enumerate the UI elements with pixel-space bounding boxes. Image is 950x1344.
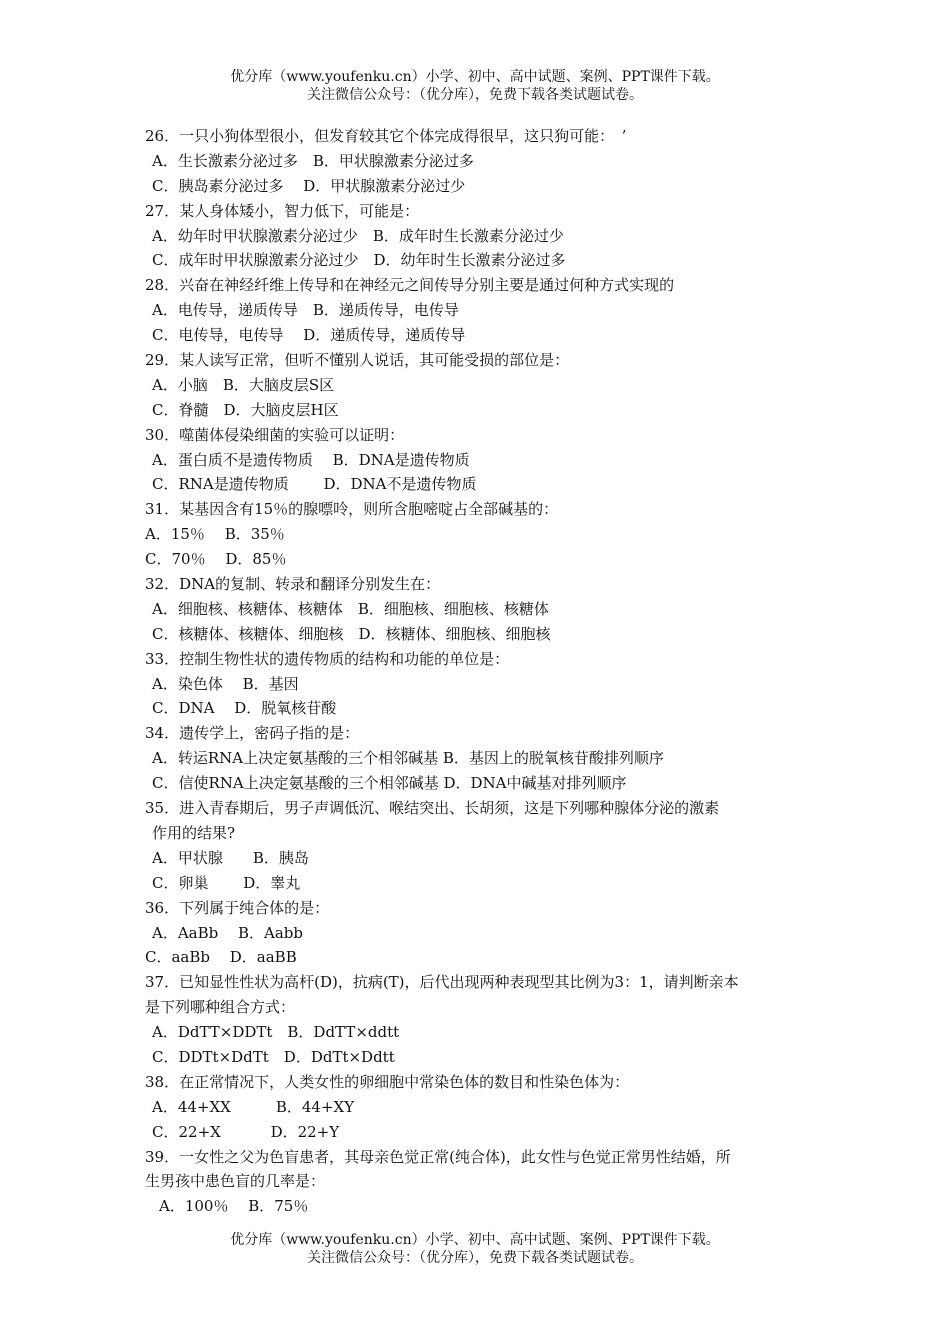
question-text-line: 是下列哪种组合方式： bbox=[145, 998, 296, 1017]
question-text-line: C．成年时甲状腺激素分泌过少 D．幼年时生长激素分泌过多 bbox=[152, 251, 566, 270]
question-stem: 27．某人身体矮小，智力低下，可能是： bbox=[145, 201, 420, 220]
question-text-line: 作用的结果? bbox=[152, 823, 236, 842]
footer-line-1: 优分库（www.youfenku.cn）小学、初中、高中试题、案例、PPT课件下载。 bbox=[230, 1232, 720, 1248]
question-text-line: A．生长激素分泌过多 B．甲状腺激素分泌过多 bbox=[152, 151, 474, 170]
question-stem: 37．已知显性性状为高杆(D)，抗病(T)，后代出现两种表现型其比例为3：1，请判断亲本 bbox=[145, 973, 739, 992]
question-text-line: C．DNA D．脱氧核苷酸 bbox=[152, 699, 337, 718]
question-text-line: 生男孩中患色盲的几率是： bbox=[145, 1172, 326, 1191]
question-text-line: C．卵巢 D．睾丸 bbox=[152, 873, 301, 892]
question-text-line: C．脊髓 D．大脑皮层H区 bbox=[152, 400, 339, 419]
page-footer bbox=[0, 1231, 950, 1267]
question-text-line: A．电传导，递质传导 B．递质传导，电传导 bbox=[152, 301, 459, 320]
question-text-line: A．细胞核、核糖体、核糖体 B．细胞核、细胞核、核糖体 bbox=[152, 599, 549, 618]
question-text-line: A．44+XX B．44+XY bbox=[152, 1097, 355, 1116]
question-stem: 31．某基因含有15％的腺嘌呤，则所含胞嘧啶占全部碱基的： bbox=[145, 500, 559, 519]
question-text-line: A．转运RNA上决定氨基酸的三个相邻碱基 B．基因上的脱氧核苷酸排列顺序 bbox=[152, 749, 664, 768]
header-line-1: 优分库（www.youfenku.cn）小学、初中、高中试题、案例、PPT课件下载。 bbox=[230, 69, 720, 85]
question-text-line: A．染色体 B．基因 bbox=[152, 674, 299, 693]
question-text-line: A．蛋白质不是遗传物质 B．DNA是遗传物质 bbox=[152, 450, 470, 469]
question-text-line: C．信使RNA上决定氨基酸的三个相邻碱基 D．DNA中碱基对排列顺序 bbox=[152, 774, 627, 793]
question-text-line: C．aaBb D．aaBB bbox=[145, 948, 297, 967]
question-stem: 29．某人读写正常，但听不懂别人说话，其可能受损的部位是： bbox=[145, 351, 570, 370]
question-stem: 38．在正常情况下，人类女性的卵细胞中常染色体的数目和性染色体为： bbox=[145, 1072, 630, 1091]
question-text-line: C．22+X D．22+Y bbox=[152, 1122, 340, 1141]
question-text-line: C．核糖体、核糖体、细胞核 D．核糖体、细胞核、细胞核 bbox=[152, 624, 551, 643]
question-stem: 36．下列属于纯合体的是： bbox=[145, 898, 330, 917]
question-text-line: A．100％ B．75％ bbox=[159, 1197, 309, 1216]
question-text-line: A．AaBb B．Aabb bbox=[152, 923, 304, 942]
question-text-line: A．15％ B．35％ bbox=[145, 525, 285, 544]
question-stem: 28．兴奋在神经纤维上传导和在神经元之间传导分别主要是通过何种方式实现的 bbox=[145, 276, 675, 295]
question-text-line: C．DDTt×DdTt D．DdTt×Ddtt bbox=[152, 1047, 395, 1066]
question-text-line: A．幼年时甲状腺激素分泌过少 B．成年时生长激素分泌过少 bbox=[152, 226, 564, 245]
question-stem: 39．一女性之父为色盲患者，其母亲色觉正常(纯合体)，此女性与色觉正常男性结婚，所 bbox=[145, 1147, 731, 1166]
question-list bbox=[145, 124, 825, 1219]
question-text-line: A．甲状腺 B．胰岛 bbox=[152, 848, 309, 867]
question-stem: 26．一只小狗体型很小，但发育较其它个体完成得很早，这只狗可能： ’ bbox=[145, 127, 627, 145]
question-text-line: C．电传导，电传导 D．递质传导，递质传导 bbox=[152, 326, 466, 345]
question-text-line: A．小脑 B．大脑皮层S区 bbox=[152, 375, 335, 394]
question-text-line: C．胰岛素分泌过多 D．甲状腺激素分泌过少 bbox=[152, 176, 466, 195]
question-text-line: C．RNA是遗传物质 D．DNA不是遗传物质 bbox=[152, 475, 477, 494]
question-stem: 30．噬菌体侵染细菌的实验可以证明： bbox=[145, 425, 405, 444]
question-stem: 35．进入青春期后，男子声调低沉、喉结突出、长胡须，这是下列哪种腺体分泌的激素 bbox=[145, 799, 720, 818]
question-stem: 34．遗传学上，密码子指的是： bbox=[145, 724, 360, 743]
header-line-2: 关注微信公众号：（优分库），免费下载各类试题试卷。 bbox=[307, 87, 643, 103]
question-text-line: A．DdTT×DDTt B．DdTT×ddtt bbox=[152, 1023, 400, 1042]
page-header bbox=[0, 68, 950, 104]
question-text-line: C．70％ D．85％ bbox=[145, 550, 287, 569]
question-stem: 32．DNA的复制、转录和翻译分别发生在： bbox=[145, 575, 441, 594]
question-stem: 33．控制生物性状的遗传物质的结构和功能的单位是： bbox=[145, 649, 510, 668]
footer-line-2: 关注微信公众号：（优分库），免费下载各类试题试卷。 bbox=[307, 1250, 643, 1266]
